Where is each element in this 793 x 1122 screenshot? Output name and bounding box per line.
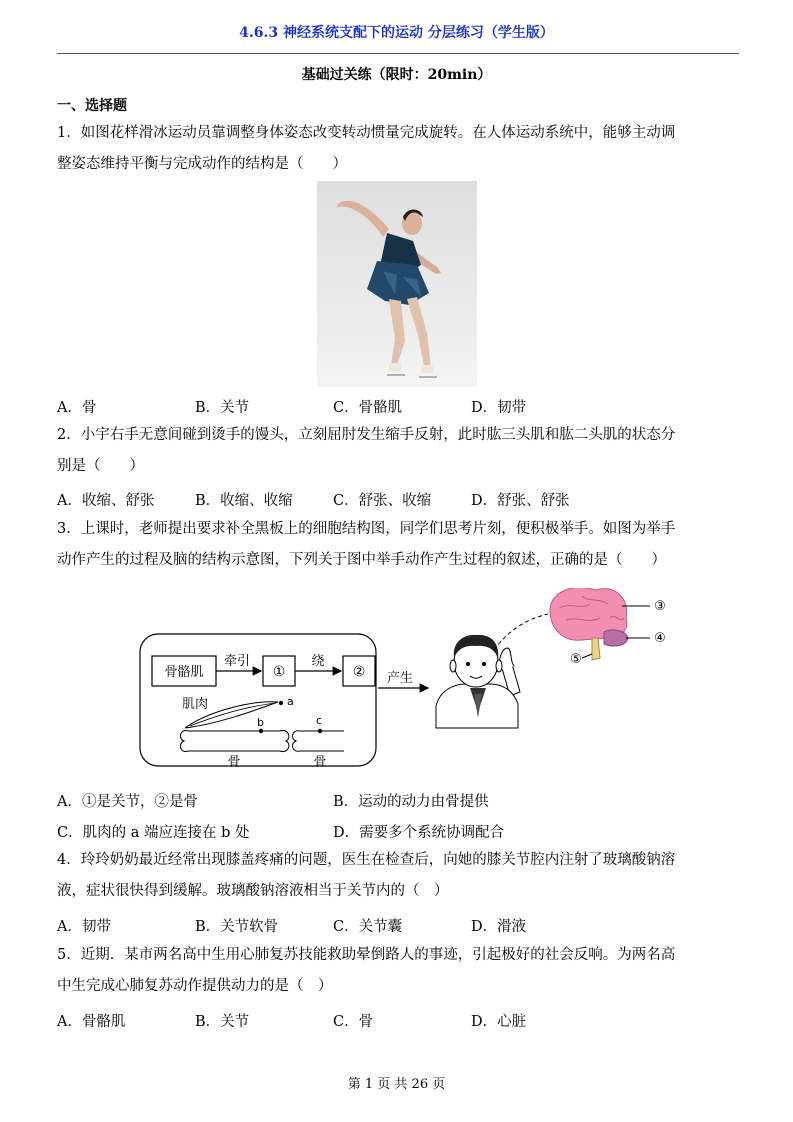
question-4-line-2: 液，症状很快得到缓解。玻璃酸钠溶液相当于关节内的（ ） (57, 883, 449, 899)
brain-part-3-label: ③ (654, 599, 666, 614)
skeletal-muscle-label: 骨骼肌 (164, 665, 204, 680)
question-1-option-d[interactable]: D．韧带 (471, 400, 527, 416)
section-heading: 一、选择题 (57, 98, 127, 114)
point-b-label: b (257, 716, 264, 729)
question-5-option-a[interactable]: A．骨骼肌 (57, 1014, 126, 1030)
question-1-text (57, 118, 741, 180)
question-5-text (57, 940, 741, 1002)
bone-1-label: 骨 (227, 755, 241, 770)
structure-1-label: ① (272, 664, 286, 680)
question-5-option-d[interactable]: D．心脏 (471, 1014, 527, 1030)
brain-part-4-label: ④ (654, 631, 666, 646)
bone-2-label: 骨 (313, 755, 327, 770)
question-3-option-c[interactable]: C．肌肉的 a 端应连接在 b 处 (57, 825, 250, 841)
question-4-option-d[interactable]: D．滑液 (471, 919, 527, 935)
question-5-option-c[interactable]: C．骨 (333, 1014, 374, 1030)
question-5-line-2: 中生完成心肺复苏动作提供动力的是（ ） (57, 978, 333, 994)
document-header-title: 4.6.3 神经系统支配下的运动 分层练习（学生版） (239, 25, 554, 41)
question-3-option-b[interactable]: B．运动的动力由骨提供 (333, 794, 489, 810)
movement-process-diagram (130, 588, 690, 778)
point-b (259, 729, 263, 733)
question-2-option-b[interactable]: B．收缩、收缩 (195, 493, 293, 509)
question-5-option-b[interactable]: B．关节 (195, 1014, 250, 1030)
question-1-option-a[interactable]: A．骨 (57, 400, 97, 416)
muscle-label: 肌肉 (182, 697, 209, 712)
point-a-label: a (287, 695, 294, 708)
question-1-line-1: 1．如图花样滑冰运动员靠调整身体姿态改变转动惯量完成旋转。在人体运动系统中，能够主动调 (57, 125, 676, 141)
header-divider (57, 53, 739, 54)
question-3-option-a[interactable]: A．①是关节，②是骨 (57, 794, 198, 810)
question-1-line-2: 整姿态维持平衡与完成动作的结构是（ ） (57, 156, 347, 172)
produce-label: 产生 (386, 671, 414, 686)
question-3-text (57, 514, 741, 576)
question-4-option-b[interactable]: B．关节软骨 (195, 919, 279, 935)
page-footer: 第 1 页 共 26 页 (347, 1077, 446, 1092)
question-2-option-d[interactable]: D．舒张、舒张 (471, 493, 570, 509)
point-c (318, 729, 322, 733)
question-4-option-c[interactable]: C．关节囊 (333, 919, 403, 935)
brain-illustration (550, 588, 628, 660)
question-2-line-1: 2．小宇右手无意间碰到烫手的馒头，立刻屈肘发生缩手反射，此时肱三头肌和肱二头肌的状态分 (57, 427, 676, 443)
question-2-text (57, 420, 741, 482)
question-2-option-c[interactable]: C．舒张、收缩 (333, 493, 432, 509)
question-2-option-a[interactable]: A．收缩、舒张 (57, 493, 155, 509)
question-4-option-a[interactable]: A．韧带 (57, 919, 111, 935)
question-4-text (57, 845, 741, 907)
section-subtitle: 基础过关练（限时：20min） (301, 67, 492, 83)
question-4-line-1: 4．玲玲奶奶最近经常出现膝盖疼痛的问题，医生在检查后，向她的膝关节腔内注射了玻璃酸钠溶 (57, 852, 676, 868)
question-3-line-2: 动作产生的过程及脑的结构示意图，下列关于图中举手动作产生过程的叙述，正确的是（ ） (57, 552, 666, 568)
boy-raising-hand-illustration (436, 635, 520, 728)
structure-2-label: ② (352, 664, 366, 680)
point-c-label: c (316, 714, 323, 727)
question-2-line-2: 别是（ ） (57, 458, 144, 474)
pull-label: 牵引 (223, 654, 251, 669)
question-1-option-c[interactable]: C．骨骼肌 (333, 400, 403, 416)
figure-skater-photo (317, 181, 477, 387)
question-1-option-b[interactable]: B．关节 (195, 400, 250, 416)
question-3-line-1: 3．上课时，老师提出要求补全黑板上的细胞结构图，同学们思考片刻，便积极举手。如图为举手 (57, 521, 676, 537)
brain-part-5-label: ⑤ (570, 652, 582, 667)
question-3-option-d[interactable]: D．需要多个系统协调配合 (333, 825, 505, 841)
around-label: 绕 (311, 654, 325, 669)
point-a (279, 701, 283, 705)
question-5-line-1: 5．近期．某市两名高中生用心肺复苏技能救助晕倒路人的事迹，引起极好的社会反响。为两名高 (57, 947, 676, 963)
